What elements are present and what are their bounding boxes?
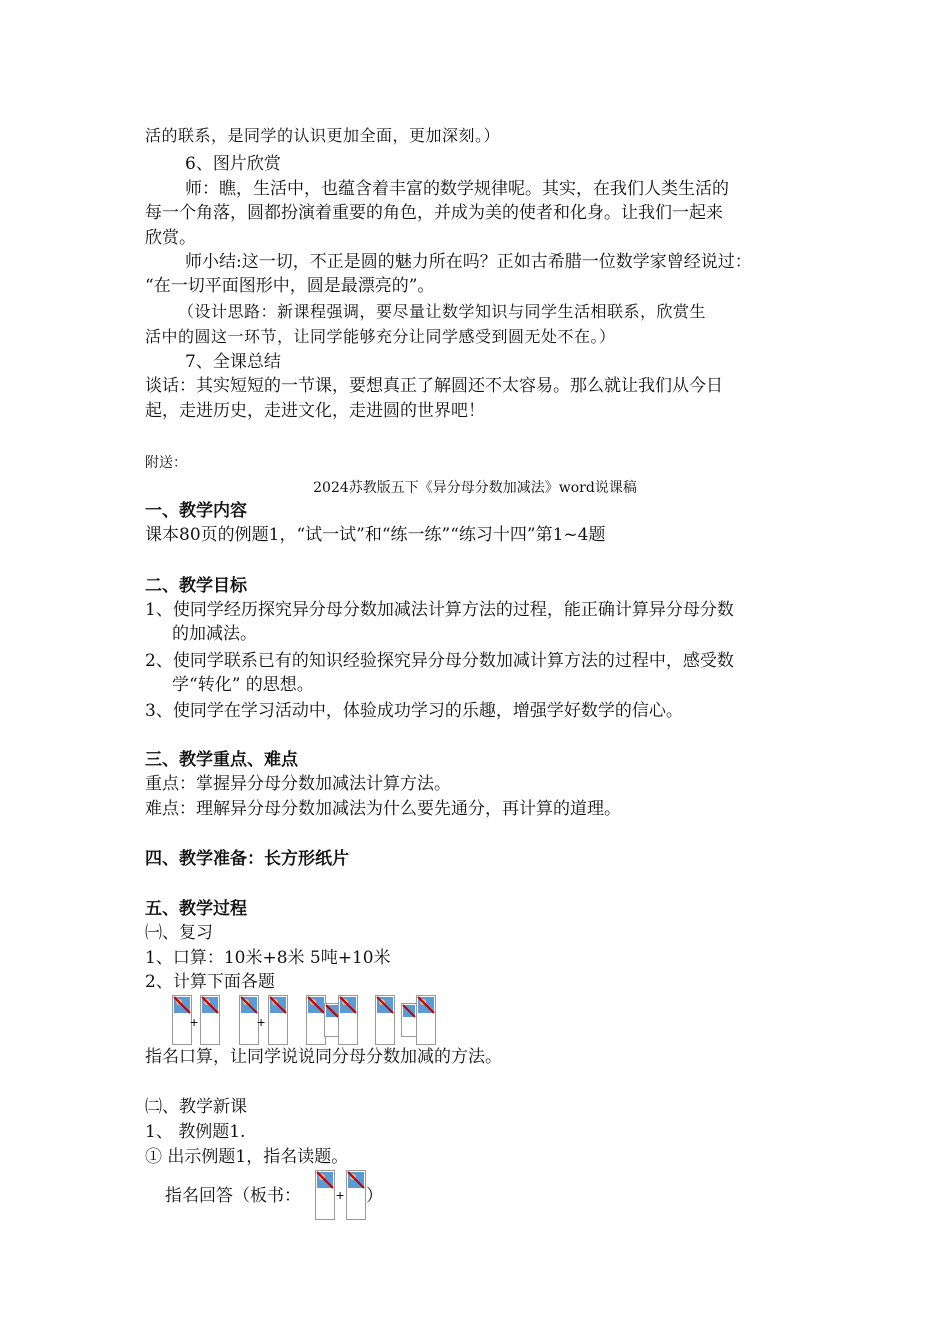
heading-preparation: 四、教学准备：长方形纸片	[145, 849, 349, 869]
design-note: 活中的圆这一环节，让同学能够充分让同学感受到圆无处不在。）	[145, 327, 616, 346]
broken-image-icon	[172, 995, 192, 1045]
broken-image-icon	[338, 995, 358, 1045]
design-note: （设计思路：新课程强调，要尽量让数学知识与同学生活相联系，欣赏生	[178, 302, 707, 321]
broken-image-icon	[416, 995, 436, 1045]
plus-sign: +	[190, 1014, 199, 1030]
list-item: 3、使同学在学习活动中，体验成功学习的乐趣，增强学好数学的信心。	[145, 701, 683, 721]
list-item: 2、使同学联系已有的知识经验探究异分母分数加减计算方法的过程中，感受数	[145, 651, 734, 671]
broken-image-icon	[239, 995, 259, 1045]
text-line: 每一个角落，圆都扮演着重要的角色，并成为美的使者和化身。让我们一起来	[145, 203, 723, 223]
section-heading: 6、图片欣赏	[185, 154, 281, 174]
broken-image-icon	[315, 1170, 335, 1220]
text-line: 谈话：其实短短的一节课，要想真正了解圆还不太容易。那么就让我们从今日	[145, 376, 723, 396]
text-line: 活的联系，是同学的认识更加全面，更加深刻。）	[145, 126, 501, 145]
broken-image-icon	[375, 995, 395, 1045]
text-line: “在一切平面图形中，圆是最漂亮的”。	[145, 276, 435, 296]
list-item-continued: 学“转化” 的思想。	[172, 675, 314, 695]
text-line: 欣赏。	[145, 228, 196, 248]
text-line: 指名口算，让同学说说同分母分数加减的方法。	[145, 1047, 502, 1067]
section-heading: 7、全课总结	[185, 352, 281, 372]
plus-sign: +	[336, 1187, 345, 1203]
broken-image-icon	[268, 995, 288, 1045]
subsection-heading: ㈡、教学新课	[145, 1097, 247, 1117]
heading-key-points: 三、教学重点、难点	[145, 750, 298, 770]
list-item: 1、口算：10米+8米 5吨+10米	[145, 948, 391, 968]
document-title: 2024苏教版五下《异分母分数加减法》word说课稿	[313, 480, 637, 496]
text-line: 师小结:这一切，不正是圆的魅力所在吗？正如古希腊一位数学家曾经说过：	[185, 252, 752, 272]
appendix-label: 附送：	[145, 455, 187, 471]
list-item: 1、 教例题1.	[145, 1122, 246, 1142]
heading-process: 五、教学过程	[145, 899, 247, 919]
text-line: 起，走进历史，走进文化，走进圆的世界吧！	[145, 401, 485, 421]
heading-objectives: 二、教学目标	[145, 576, 247, 596]
heading-content: 一、教学内容	[145, 501, 247, 521]
text-line: 指名回答（板书：	[165, 1186, 301, 1206]
closing-paren: ）	[366, 1186, 383, 1206]
broken-image-icon	[306, 995, 326, 1045]
list-item: ① 出示例题1，指名读题。	[145, 1147, 349, 1167]
list-item: 2、计算下面各题	[145, 972, 275, 992]
text-line: 课本80页的例题1，“试一试”和“练一练”“练习十四”第1~4题	[145, 525, 606, 545]
broken-image-icon	[401, 1003, 417, 1037]
subsection-heading: ㈠、复习	[145, 923, 213, 943]
plus-sign: +	[257, 1014, 266, 1030]
broken-image-icon	[346, 1170, 366, 1220]
list-item-continued: 的加减法。	[172, 624, 257, 644]
broken-image-icon	[200, 995, 220, 1045]
list-item: 1、使同学经历探究异分母分数加减法计算方法的过程，能正确计算异分母分数	[145, 600, 734, 620]
text-line: 难点：理解异分母分数加减法为什么要先通分，再计算的道理。	[145, 799, 621, 819]
text-line: 重点：掌握异分母分数加减法计算方法。	[145, 774, 451, 794]
text-line: 师：瞧，生活中，也蕴含着丰富的数学规律呢。其实，在我们人类生活的	[185, 179, 729, 199]
